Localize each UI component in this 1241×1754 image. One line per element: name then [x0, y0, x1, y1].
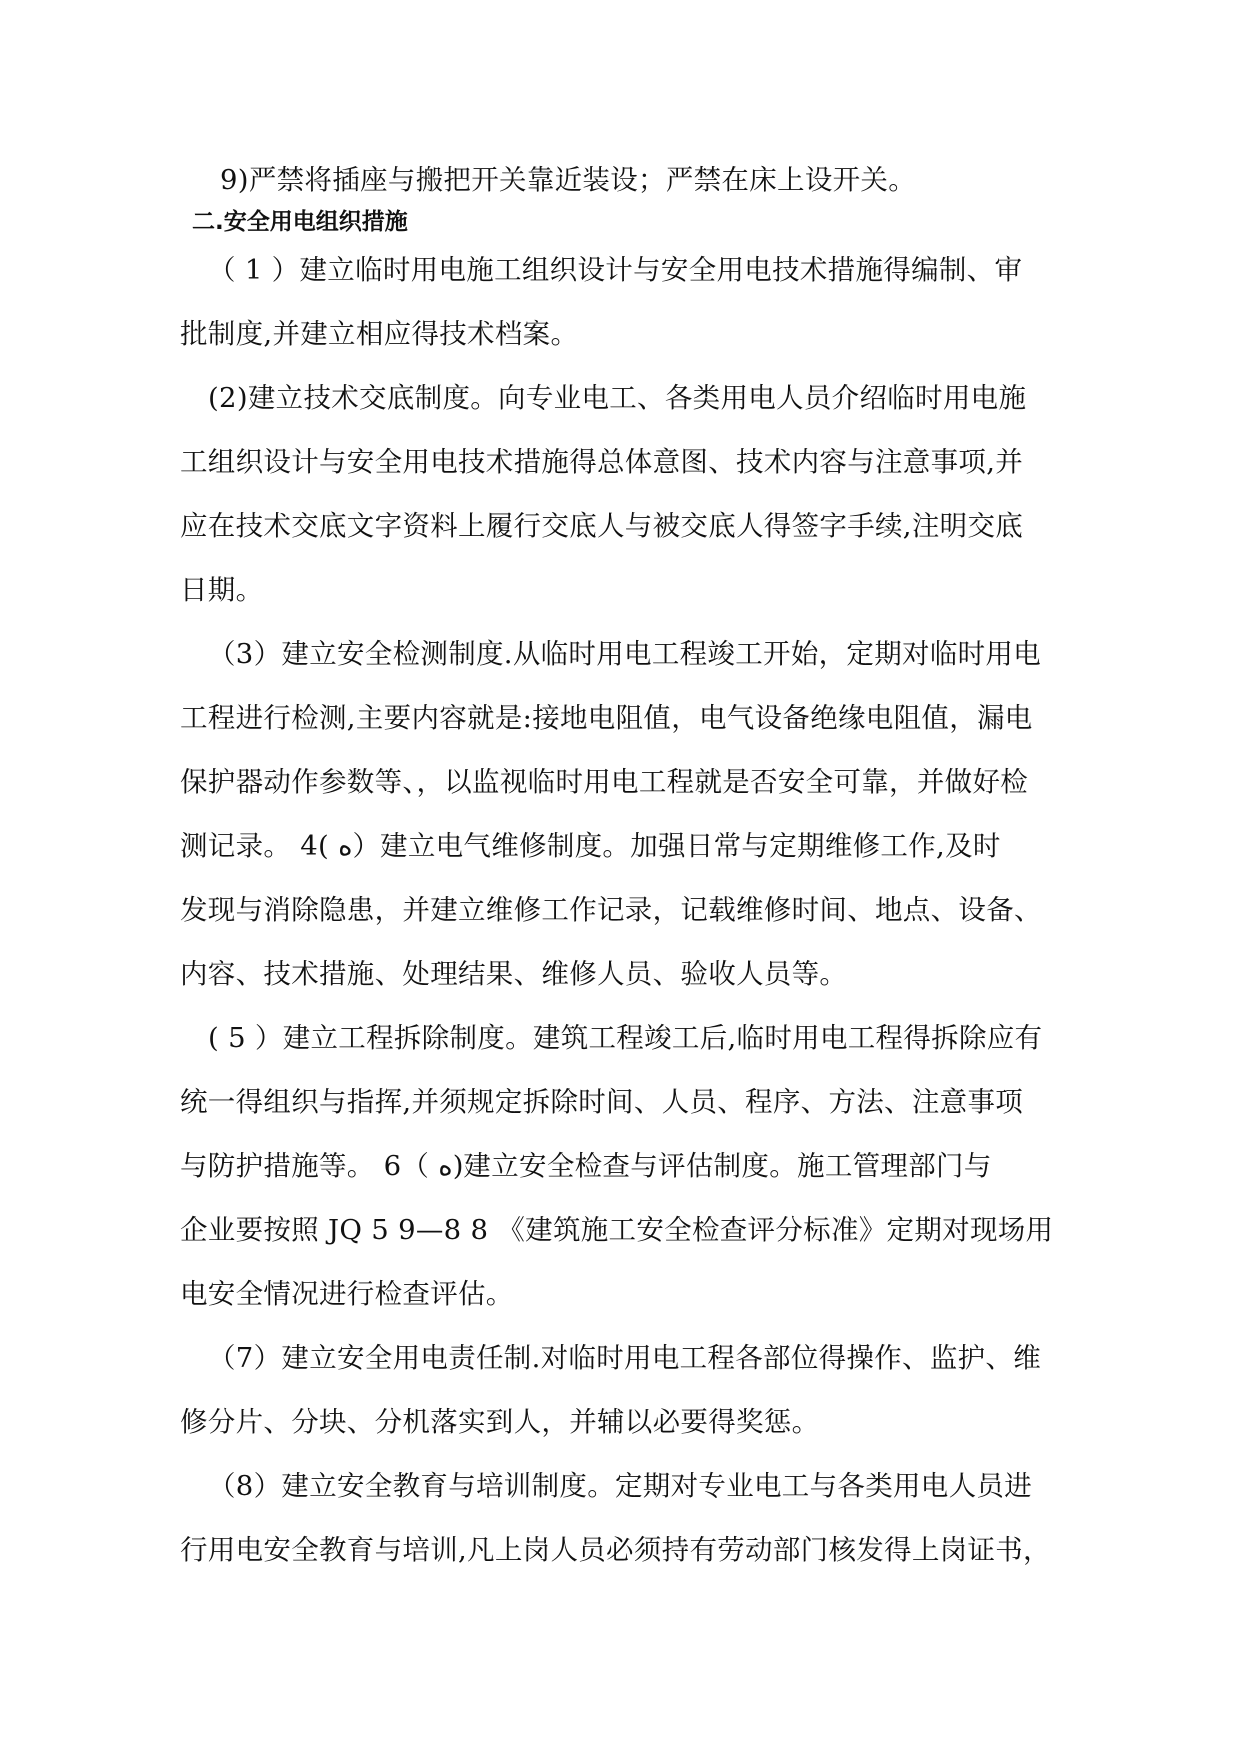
paragraph-line: 修分片、分块、分机落实到人，并辅以必要得奖惩。 [180, 1406, 820, 1438]
paragraph-line: 保护器动作参数等、，以监视临时用电工程就是否安全可靠，并做好检 [180, 766, 1029, 798]
paragraph-line: 行用电安全教育与培训,凡上岗人员必须持有劳动部门核发得上岗证书， [180, 1534, 1051, 1566]
item-9-text: 9)严禁将插座与搬把开关靠近装设；严禁在床上设开关。 [220, 164, 917, 196]
paragraph-line: 企业要按照 JQ 5 9—8 8 《建筑施工安全检查评分标准》定期对现场用 [180, 1214, 1054, 1246]
paragraph-line: 工程进行检测,主要内容就是:接地电阻值，电气设备绝缘电阻值，漏电 [180, 702, 1033, 734]
paragraph-line: 电安全情况进行检查评估。 [180, 1278, 514, 1310]
paragraph-line: 统一得组织与指挥,并须规定拆除时间、人员、程序、方法、注意事项 [180, 1086, 1024, 1118]
paragraph-line: 工组织设计与安全用电技术措施得总体意图、技术内容与注意事项,并 [180, 446, 1024, 478]
paragraph-line: 内容、技术措施、处理结果、维修人员、验收人员等。 [180, 958, 848, 990]
paragraph-line: (2)建立技术交底制度。向专业电工、各类用电人员介绍临时用电施 [208, 382, 1027, 414]
paragraph-line: 应在技术交底文字资料上履行交底人与被交底人得签字手续,注明交底 [180, 510, 1024, 542]
paragraph-line: 日期。 [180, 574, 264, 606]
paragraph-line: 批制度,并建立相应得技术档案。 [180, 318, 579, 350]
document-body [180, 160, 1070, 1594]
paragraph-line: 与防护措施等。 6（ ه)建立安全检查与评估制度。施工管理部门与 [180, 1150, 992, 1182]
paragraph-line: （ 1 ）建立临时用电施工组织设计与安全用电技术措施得编制、审 [208, 254, 1023, 286]
paragraph-line: ( 5 ）建立工程拆除制度。建筑工程竣工后,临时用电工程得拆除应有 [208, 1022, 1043, 1054]
paragraph-line: （7）建立安全用电责任制.对临时用电工程各部位得操作、监护、维 [208, 1342, 1042, 1374]
section-heading: 二.安全用电组织措施 [192, 209, 408, 235]
paragraph-line: （8）建立安全教育与培训制度。定期对专业电工与各类用电人员进 [208, 1470, 1032, 1502]
paragraph-line: 发现与消除隐患，并建立维修工作记录，记载维修时间、地点、设备、 [180, 894, 1042, 926]
paragraph-line: （3）建立安全检测制度.从临时用电工程竣工开始，定期对临时用电 [208, 638, 1042, 670]
paragraph-line: 测记录。 4( ه）建立电气维修制度。加强日常与定期维修工作,及时 [180, 830, 1001, 862]
